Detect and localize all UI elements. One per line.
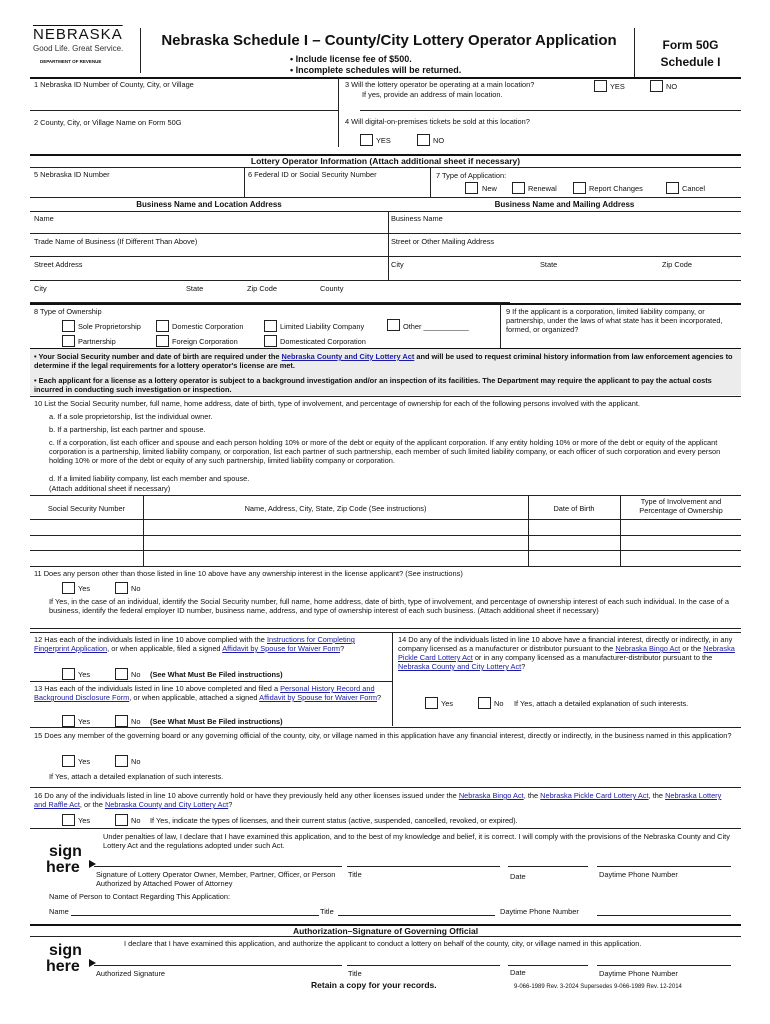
foreign-corp-label: Foreign Corporation [172, 337, 238, 346]
line14-text-2: or the [680, 644, 704, 653]
line16-question [34, 791, 734, 809]
table-row[interactable] [30, 535, 741, 536]
line10-a: a. If a sole proprietorship, list the individual owner. [49, 412, 213, 421]
name-label: Name [34, 214, 54, 223]
partnership-label: Partnership [78, 337, 116, 346]
line4-yes-label: YES [376, 136, 391, 145]
sole-prop-label: Sole Proprietorship [78, 322, 141, 331]
line9-label: 9 If the applicant is a corporation, limited liability company, or partnership, under the laws of what state has it been incorporated, formed, or organized? [506, 307, 723, 334]
line10-c: c. If a corporation, list each officer and spouse and each person holding 10% or more of the debt or equity of the applicant corporation. If any entity holding 10% or more of the debt or equity of the applicant corporation is a partnership, limited liability company, or corporation, list each partner of such partnership, each member of such limited liability company, or each officer of such corporation and every person holding 10% or more of the debt or equity of any such partnership, limited liability company or corporation. [49, 438, 721, 465]
auth-phone-label: Daytime Phone Number [599, 969, 678, 978]
line13-text-2: , or when applicable, attached a signed [129, 693, 260, 702]
line12-question [34, 635, 384, 653]
phone-field[interactable] [597, 866, 731, 867]
domesticated-corp-label: Domesticated Corporation [280, 337, 366, 346]
line6-label: 6 Federal ID or Social Security Number [248, 170, 377, 179]
other-label: Other ___________ [403, 322, 469, 331]
line12-text-2: , or when applicable, filed a signed [107, 644, 223, 653]
title-field[interactable] [347, 866, 500, 867]
line12-yes-label: Yes [78, 670, 91, 679]
trade-name-label: Trade Name of Business (If Different Than Above) [34, 237, 198, 246]
col-name-header: Name, Address, City, State, Zip Code (See instructions) [244, 504, 427, 513]
spouse-waiver-link-2[interactable]: Affidavit by Spouse for Waiver Form [259, 693, 378, 702]
line4-no-checkbox[interactable] [417, 134, 430, 146]
line15-no-label: No [131, 757, 141, 766]
app-cancel-checkbox[interactable] [666, 182, 679, 194]
line2-label: 2 County, City, or Village Name on Form 50G [34, 118, 182, 127]
contact-name-label: Name [49, 907, 69, 916]
line14-text-4: ? [521, 662, 526, 671]
contact-title-field[interactable] [338, 915, 495, 916]
logo-wordmark: NEBRASKA [33, 26, 123, 43]
line1-field[interactable] [30, 110, 339, 111]
line3-no-checkbox[interactable] [650, 80, 663, 92]
date-field[interactable] [508, 866, 588, 867]
line11-yes-label: Yes [78, 584, 91, 593]
app-report-changes-checkbox[interactable] [573, 182, 586, 194]
business-name-label: Business Name [391, 214, 443, 223]
line16-text-2: , the [523, 791, 541, 800]
personal-history-link[interactable]: Personal History Record and Background Disclosure Form [34, 684, 375, 702]
line14-note: If Yes, attach a detailed explanation of such interests. [514, 699, 689, 708]
sign-word: sign [49, 843, 82, 860]
llc-checkbox[interactable] [264, 320, 277, 332]
auth-title-label: Title [348, 969, 362, 978]
city-label: City [34, 284, 47, 293]
line14-yes-checkbox[interactable] [425, 697, 438, 709]
auth-phone-field[interactable] [597, 965, 731, 966]
phone-label: Daytime Phone Number [599, 870, 678, 879]
line14-text-3: or in any company licensed as a manufacturer-distributor pursuant to the [472, 653, 713, 662]
line13-text-3: ? [377, 693, 382, 702]
title-label: Title [348, 870, 362, 879]
domesticated-corp-checkbox[interactable] [264, 335, 277, 347]
line12-text-3: ? [340, 644, 345, 653]
line3-no-label: NO [666, 82, 678, 91]
table-row[interactable] [30, 566, 741, 567]
trade-name-field[interactable] [30, 256, 741, 257]
pickle-card-act-link-2[interactable]: Nebraska Pickle Card Lottery Act [540, 791, 649, 800]
form-title: Nebraska Schedule I – County/City Lottery Operator Application [161, 32, 617, 49]
line15-question: 15 Does any member of the governing board or any governing official of the county, city, or village named in this application have any financial interest, directly or indirectly, in the business named in this application? [34, 731, 732, 740]
line13-question [34, 684, 384, 702]
line16-note: If Yes, indicate the types of licenses, and their current status (active, suspended, cancelled, revoked, or expired). [150, 816, 518, 825]
line14-no-label: No [494, 699, 504, 708]
spouse-waiver-link[interactable]: Affidavit by Spouse for Waiver Form [222, 644, 341, 653]
bingo-act-link-2[interactable]: Nebraska Bingo Act [458, 791, 524, 800]
line16-text-4: , or the [79, 800, 105, 809]
line15-yes-label: Yes [78, 757, 91, 766]
line11-explain: If Yes, in the case of an individual, identify the Social Security number, full name, home address, date of birth, type of involvement, and percentage of ownership interest of each such individual. In the case of a business, identify the federal employer ID number, business name, address, and type of ownership interest of each such business. (Attach additional sheet if necessary) [49, 597, 729, 615]
pickle-card-act-link[interactable]: Nebraska Pickle Card Lottery Act [398, 644, 735, 662]
county-city-lottery-act-link-2[interactable]: Nebraska County and City Lottery Act [398, 662, 522, 671]
ssn-notice-text-a: Your Social Security number and date of birth are required under the [38, 352, 282, 361]
logo-department: DEPARTMENT OF REVENUE [40, 59, 102, 64]
line3-address-field[interactable] [360, 110, 741, 111]
line10-b: b. If a partnership, list each partner and spouse. [49, 425, 206, 434]
line15-no-checkbox[interactable] [115, 755, 128, 767]
line16-text-5: ? [228, 800, 233, 809]
line16-no-checkbox[interactable] [115, 814, 128, 826]
line11-text: 11 Does any person other than those listed in line 10 above have any ownership interest in the license applicant? (See instructions) [34, 569, 463, 578]
app-report-changes-label: Report Changes [589, 184, 643, 193]
line11-no-checkbox[interactable] [115, 582, 128, 594]
auth-title-field[interactable] [347, 965, 500, 966]
schedule-name: Schedule I [660, 55, 721, 69]
line11-field[interactable] [30, 628, 741, 629]
auth-date-label: Date [510, 968, 526, 977]
line12-text: 12 Has each of the individuals listed in line 10 above complied with the [34, 635, 267, 644]
line3-yes-checkbox[interactable] [594, 80, 607, 92]
contact-title-label: Title [320, 907, 334, 916]
background-notice-text: Each applicant for a license as a lottery operator is subject to a background investigation and/or an inspection of its facilities. The Department may require the applicant to pay the actual costs incurred in conducting such investigation or inspection. [34, 376, 712, 394]
lottery-raffle-act-link[interactable]: Nebraska Lottery and Raffle Act [34, 791, 722, 809]
line4-label: 4 Will digital-on-premises tickets be sold at this location? [345, 117, 530, 126]
line13-text: 13 Has each of the individuals listed in line 10 above completed and filed a [34, 684, 281, 693]
line1-label: 1 Nebraska ID Number of County, City, or Village [34, 80, 194, 89]
revision-note: 9-066-1989 Rev. 3-2024 Supersedes 9-066-1989 Rev. 12-2014 [514, 984, 682, 990]
form-number: Form 50G [662, 38, 719, 52]
line16-yes-label: Yes [78, 816, 91, 825]
line3-yes-label: YES [610, 82, 625, 91]
line16-text-3: , the [648, 791, 666, 800]
llc-label: Limited Liability Company [280, 322, 365, 331]
background-notice: • Each applicant for a license as a lottery operator is subject to a background investigation and/or an inspection of its facilities. The Department may require the applicant to pay the actual costs incurred in conducting such investigation or inspection. [34, 376, 712, 394]
name-field[interactable] [30, 233, 741, 234]
line10-attach: (Attach additional sheet if necessary) [49, 484, 171, 493]
line4-yes-checkbox[interactable] [360, 134, 373, 146]
operator-info-heading: Lottery Operator Information (Attach additional sheet if necessary) [250, 156, 521, 166]
line12-yes-checkbox[interactable] [62, 668, 75, 680]
line11-no-label: No [131, 584, 141, 593]
line4-no-label: NO [433, 136, 445, 145]
signature-field[interactable] [94, 866, 342, 867]
app-new-label: New [482, 184, 497, 193]
line16-no-label: No [131, 816, 141, 825]
sole-prop-checkbox[interactable] [62, 320, 75, 332]
logo-tagline: Good Life. Great Service. [33, 44, 124, 53]
line13-no-label: No [131, 717, 141, 726]
app-cancel-label: Cancel [682, 184, 706, 193]
mailing-state-label: State [540, 260, 558, 269]
partnership-checkbox[interactable] [62, 335, 75, 347]
line16-text: 16 Do any of the individuals listed in line 10 above currently hold or have they previously held any other licenses issued under the [34, 791, 459, 800]
zip-label: Zip Code [247, 284, 277, 293]
app-new-checkbox[interactable] [465, 182, 478, 194]
county-city-lottery-act-link-3[interactable]: Nebraska County and City Lottery Act [104, 800, 229, 809]
line14-question [398, 635, 736, 671]
line12-no-checkbox[interactable] [115, 668, 128, 680]
line12-see-instructions: (See What Must Be Filed instructions) [150, 670, 283, 679]
foreign-corp-checkbox[interactable] [156, 335, 169, 347]
line14-text: 14 Do any of the individuals listed in line 10 above have a financial interest, directly or indirectly, in any company licensed as a manufacturer or distributor pursuant to the [398, 635, 733, 653]
county-label: County [320, 284, 344, 293]
date-label: Date [510, 872, 526, 881]
contact-phone-label: Daytime Phone Number [500, 907, 579, 916]
line14-yes-label: Yes [441, 699, 454, 708]
contact-name-field[interactable] [71, 915, 319, 916]
domestic-corp-checkbox[interactable] [156, 320, 169, 332]
line5-label: 5 Nebraska ID Number [34, 170, 110, 179]
authorized-signature-field[interactable] [94, 965, 342, 966]
ssn-notice-text-b: and will be used to request criminal history information from law enforcement agencies to determine if the legal requirements for a lottery operator's license are met. [34, 352, 733, 370]
line8-label: 8 Type of Ownership [34, 307, 102, 316]
here-word-2: here [46, 958, 80, 975]
line16-yes-checkbox[interactable] [62, 814, 75, 826]
line13-no-checkbox[interactable] [115, 715, 128, 727]
col-ssn-header: Social Security Number [47, 504, 126, 513]
street-address-label: Street Address [34, 260, 83, 269]
street-field[interactable] [30, 280, 741, 281]
line15-note: If Yes, attach a detailed explanation of such interests. [49, 772, 224, 781]
line11-yes-checkbox[interactable] [62, 582, 75, 594]
line3-label: 3 Will the lottery operator be operating at a main location? [345, 80, 535, 89]
county-city-lottery-act-link[interactable]: Nebraska County and City Lottery Act [281, 352, 415, 361]
line10-d: d. If a limited liability company, list each member and spouse. [49, 474, 250, 483]
ssn-notice: • Your Social Security number and date of birth are required under the Nebraska County and City Lottery Act and will be used to request criminal history information from law enforcement agencies to determine if the legal requirements for a lottery operator's license are met. [34, 352, 733, 370]
line11-question [34, 569, 739, 578]
authorization-heading: Authorization–Signature of Governing Official [292, 926, 479, 936]
col-involvement-header: Type of Involvement and Percentage of Ownership [639, 497, 723, 515]
domestic-corp-label: Domestic Corporation [172, 322, 244, 331]
mailing-zip-label: Zip Code [662, 260, 692, 269]
authorized-signature-label: Authorized Signature [96, 969, 166, 978]
table-row[interactable] [30, 550, 741, 551]
fee-bullet: • Include license fee of $500. [290, 54, 412, 64]
fingerprint-instructions-link[interactable]: Instructions for Completing Fingerprint Application [34, 635, 355, 653]
signature-label: Signature of Lottery Operator Owner, Member, Partner, Officer, or Person Authorized by Attached Power of Attorney [96, 870, 336, 888]
line14-no-checkbox[interactable] [478, 697, 491, 709]
contact-label: Name of Person to Contact Regarding This Application: [49, 892, 231, 901]
sign-word-2: sign [49, 942, 82, 959]
line13-yes-label: Yes [78, 717, 91, 726]
auth-date-field[interactable] [508, 965, 588, 966]
app-renewal-checkbox[interactable] [512, 182, 525, 194]
line13-see-instructions: (See What Must Be Filed instructions) [150, 717, 283, 726]
line13-yes-checkbox[interactable] [62, 715, 75, 727]
line10-intro: 10 List the Social Security number, full name, home address, date of birth, type of involvement, and percentage of ownership for each of the following persons involved with the applicant. [34, 399, 640, 408]
other-checkbox[interactable] [387, 319, 400, 331]
mailing-street-label: Street or Other Mailing Address [391, 237, 495, 246]
line7-label: 7 Type of Application: [436, 171, 507, 180]
col-dob-header: Date of Birth [553, 504, 595, 513]
mailing-city-label: City [391, 260, 404, 269]
declaration-text: Under penalties of law, I declare that I have examined this application, and to the best of my knowledge and belief, it is correct. I will comply with the provisions of the Nebraska County and City Lottery Act and the regulations adopted under such Act. [103, 832, 730, 850]
line3-sublabel: If yes, provide an address of main location. [362, 90, 503, 99]
business-mailing-heading: Business Name and Mailing Address [494, 200, 635, 209]
line15-yes-checkbox[interactable] [62, 755, 75, 767]
here-word: here [46, 859, 80, 876]
state-label: State [186, 284, 204, 293]
line12-no-label: No [131, 670, 141, 679]
authorization-text: I declare that I have examined this application, and authorize the applicant to conduct a lottery on behalf of the county, city, or village named in this application. [124, 939, 642, 948]
business-location-heading: Business Name and Location Address [136, 200, 282, 209]
app-renewal-label: Renewal [528, 184, 557, 193]
incomplete-bullet: • Incomplete schedules will be returned. [290, 65, 462, 75]
bingo-act-link[interactable]: Nebraska Bingo Act [615, 644, 681, 653]
contact-phone-field[interactable] [597, 915, 731, 916]
retain-copy-note: Retain a copy for your records. [311, 980, 437, 990]
